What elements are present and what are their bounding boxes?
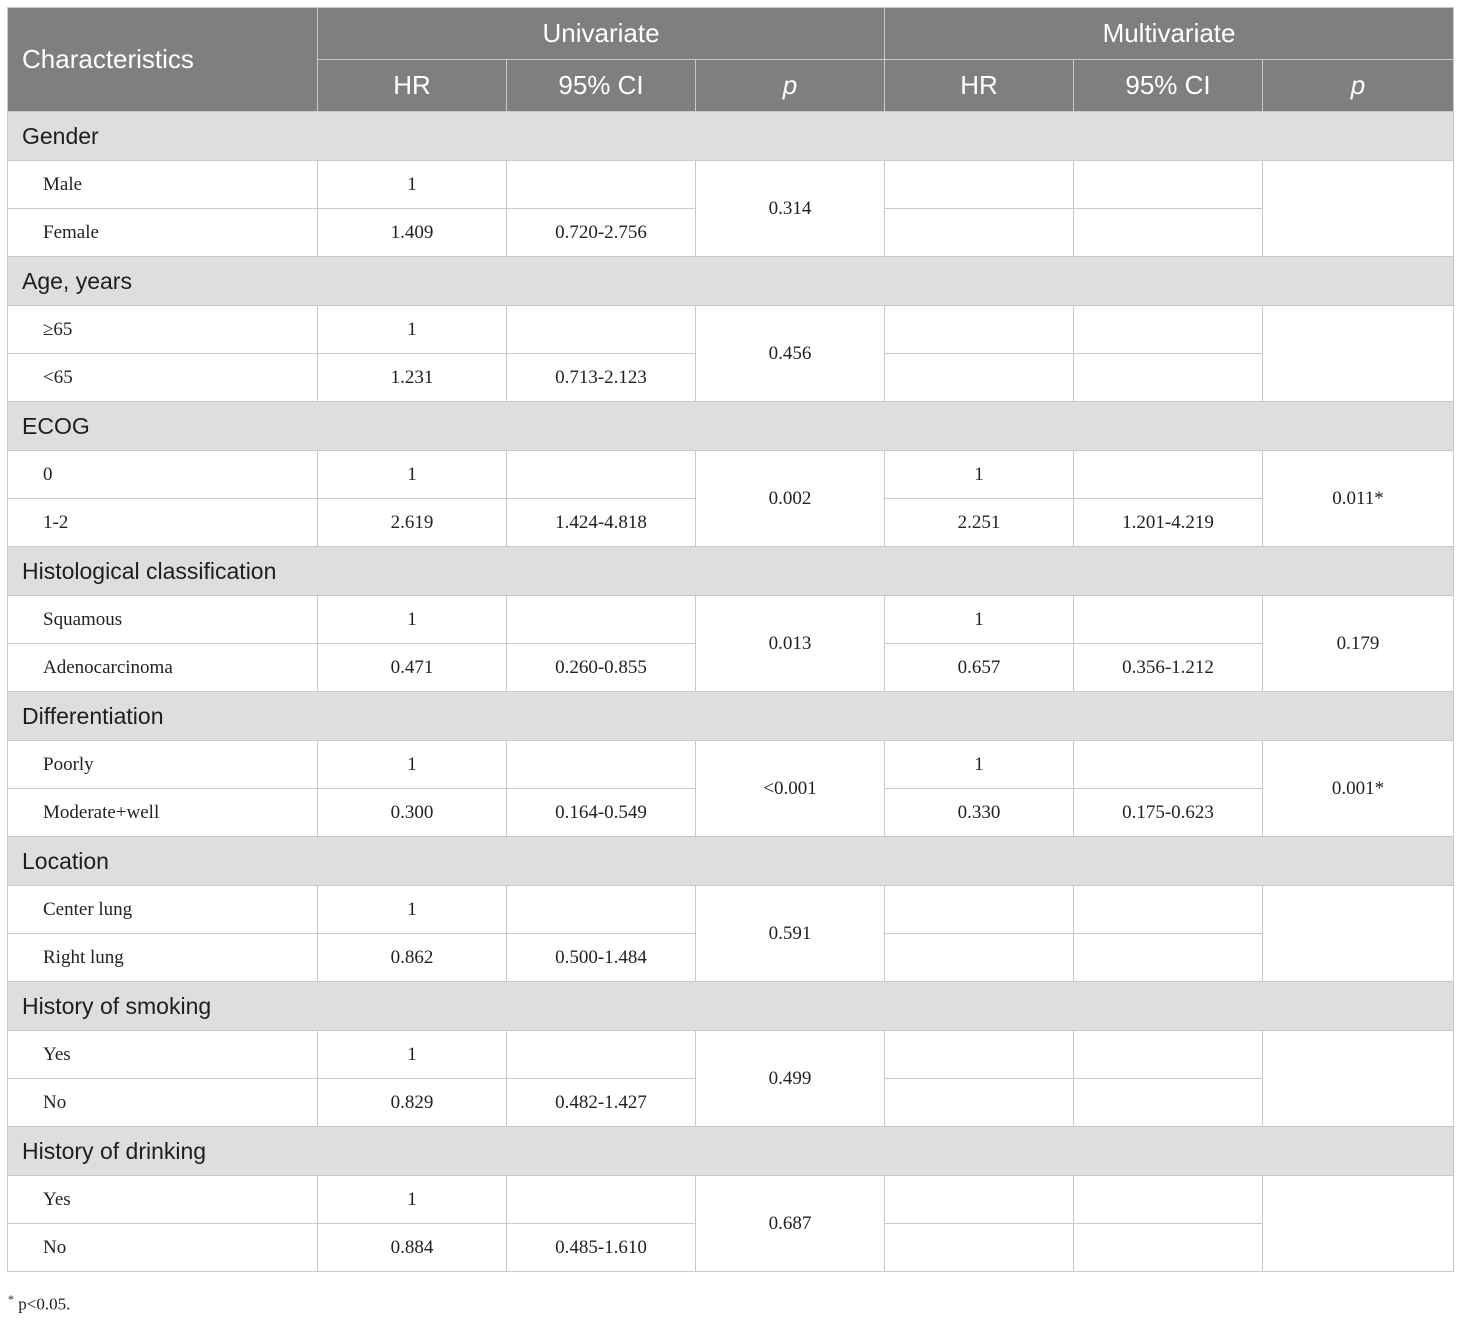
multivariate-ci-cell	[1074, 161, 1263, 209]
table-row	[8, 1031, 1454, 1079]
univariate-hr-cell: 1	[318, 1031, 507, 1079]
multivariate-hr-cell: 0.657	[885, 644, 1074, 692]
multivariate-ci-cell	[1074, 934, 1263, 982]
univariate-ci-cell	[507, 306, 696, 354]
row-label: Adenocarcinoma	[8, 644, 318, 692]
multivariate-p-cell	[1263, 306, 1454, 402]
row-label: ≥65	[8, 306, 318, 354]
multivariate-hr-cell	[885, 1079, 1074, 1127]
group-title: Histological classification	[8, 547, 1454, 596]
univariate-hr-cell: 1	[318, 741, 507, 789]
univariate-hr-cell: 1	[318, 306, 507, 354]
univariate-ci-cell	[507, 1176, 696, 1224]
multivariate-p-header: p	[1263, 60, 1454, 112]
row-label: Male	[8, 161, 318, 209]
table-row	[8, 1176, 1454, 1224]
group-title: Location	[8, 837, 1454, 886]
univariate-p-header: p	[696, 60, 885, 112]
footnote-text: p<0.05.	[14, 1294, 71, 1314]
multivariate-hr-cell	[885, 209, 1074, 257]
multivariate-p-cell	[1263, 886, 1454, 982]
group-row	[8, 982, 1454, 1031]
multivariate-p-cell	[1263, 1031, 1454, 1127]
group-row	[8, 257, 1454, 306]
table-row	[8, 886, 1454, 934]
univariate-p-cell: 0.499	[696, 1031, 885, 1127]
table-row	[8, 306, 1454, 354]
group-row	[8, 837, 1454, 886]
row-label: Yes	[8, 1176, 318, 1224]
multivariate-hr-header: HR	[885, 60, 1074, 112]
univariate-hr-cell: 1.231	[318, 354, 507, 402]
univariate-ci-cell	[507, 596, 696, 644]
multivariate-hr-cell	[885, 306, 1074, 354]
univariate-p-cell: 0.687	[696, 1176, 885, 1272]
univariate-ci-cell: 0.164-0.549	[507, 789, 696, 837]
table-row	[8, 161, 1454, 209]
row-label: Right lung	[8, 934, 318, 982]
multivariate-p-cell: 0.001*	[1263, 741, 1454, 837]
multivariate-hr-cell	[885, 886, 1074, 934]
multivariate-hr-cell	[885, 1224, 1074, 1272]
univariate-ci-cell: 0.500-1.484	[507, 934, 696, 982]
multivariate-hr-cell	[885, 161, 1074, 209]
multivariate-hr-cell	[885, 1031, 1074, 1079]
group-row	[8, 1127, 1454, 1176]
multivariate-hr-cell: 1	[885, 596, 1074, 644]
multivariate-ci-cell	[1074, 451, 1263, 499]
multivariate-hr-cell: 1	[885, 741, 1074, 789]
univariate-ci-cell	[507, 161, 696, 209]
row-label: No	[8, 1079, 318, 1127]
multivariate-hr-cell	[885, 354, 1074, 402]
multivariate-ci-header: 95% CI	[1074, 60, 1263, 112]
univariate-p-cell: 0.013	[696, 596, 885, 692]
univariate-hr-cell: 0.300	[318, 789, 507, 837]
multivariate-ci-cell	[1074, 596, 1263, 644]
univariate-hr-cell: 0.471	[318, 644, 507, 692]
multivariate-ci-cell	[1074, 1079, 1263, 1127]
hazard-ratio-table	[7, 7, 1454, 1272]
univariate-ci-cell	[507, 886, 696, 934]
univariate-hr-cell: 2.619	[318, 499, 507, 547]
multivariate-ci-cell	[1074, 1031, 1263, 1079]
row-label: Squamous	[8, 596, 318, 644]
group-title: ECOG	[8, 402, 1454, 451]
multivariate-ci-cell: 1.201-4.219	[1074, 499, 1263, 547]
univariate-ci-cell	[507, 1031, 696, 1079]
footnote	[8, 1292, 70, 1315]
univariate-ci-header: 95% CI	[507, 60, 696, 112]
univariate-ci-cell: 0.713-2.123	[507, 354, 696, 402]
univariate-hr-cell: 1	[318, 596, 507, 644]
univariate-header: Univariate	[318, 8, 885, 60]
table-row	[8, 741, 1454, 789]
row-label: Female	[8, 209, 318, 257]
univariate-ci-cell: 0.260-0.855	[507, 644, 696, 692]
multivariate-p-cell	[1263, 161, 1454, 257]
multivariate-hr-cell: 0.330	[885, 789, 1074, 837]
multivariate-ci-cell	[1074, 306, 1263, 354]
univariate-p-cell: 0.456	[696, 306, 885, 402]
group-title: History of drinking	[8, 1127, 1454, 1176]
row-label: Yes	[8, 1031, 318, 1079]
group-title: Age, years	[8, 257, 1454, 306]
multivariate-ci-cell	[1074, 1224, 1263, 1272]
univariate-hr-cell: 1.409	[318, 209, 507, 257]
univariate-ci-cell: 0.720-2.756	[507, 209, 696, 257]
univariate-hr-cell: 1	[318, 1176, 507, 1224]
row-label: 1-2	[8, 499, 318, 547]
group-row	[8, 112, 1454, 161]
multivariate-ci-cell: 0.356-1.212	[1074, 644, 1263, 692]
table-header	[8, 8, 1454, 112]
univariate-p-cell: 0.002	[696, 451, 885, 547]
multivariate-p-cell: 0.179	[1263, 596, 1454, 692]
univariate-hr-cell: 0.884	[318, 1224, 507, 1272]
univariate-ci-cell: 1.424-4.818	[507, 499, 696, 547]
row-label: <65	[8, 354, 318, 402]
multivariate-p-cell: 0.011*	[1263, 451, 1454, 547]
footnote-mark: *	[8, 1292, 14, 1306]
row-label: Center lung	[8, 886, 318, 934]
univariate-hr-cell: 1	[318, 886, 507, 934]
univariate-ci-cell	[507, 741, 696, 789]
table-row	[8, 451, 1454, 499]
multivariate-ci-cell	[1074, 354, 1263, 402]
table-body	[8, 112, 1454, 1272]
multivariate-header: Multivariate	[885, 8, 1454, 60]
univariate-hr-header: HR	[318, 60, 507, 112]
univariate-p-cell: 0.314	[696, 161, 885, 257]
row-label: 0	[8, 451, 318, 499]
multivariate-ci-cell	[1074, 886, 1263, 934]
univariate-ci-cell	[507, 451, 696, 499]
row-label: Moderate+well	[8, 789, 318, 837]
univariate-hr-cell: 0.829	[318, 1079, 507, 1127]
group-title: Differentiation	[8, 692, 1454, 741]
multivariate-ci-cell	[1074, 209, 1263, 257]
multivariate-ci-cell	[1074, 1176, 1263, 1224]
multivariate-ci-cell: 0.175-0.623	[1074, 789, 1263, 837]
table-row	[8, 596, 1454, 644]
multivariate-hr-cell: 1	[885, 451, 1074, 499]
multivariate-hr-cell	[885, 934, 1074, 982]
row-label: No	[8, 1224, 318, 1272]
multivariate-hr-cell: 2.251	[885, 499, 1074, 547]
univariate-p-cell: <0.001	[696, 741, 885, 837]
characteristics-header: Characteristics	[8, 8, 318, 112]
univariate-hr-cell: 1	[318, 161, 507, 209]
univariate-hr-cell: 1	[318, 451, 507, 499]
univariate-ci-cell: 0.485-1.610	[507, 1224, 696, 1272]
row-label: Poorly	[8, 741, 318, 789]
multivariate-ci-cell	[1074, 741, 1263, 789]
group-row	[8, 692, 1454, 741]
univariate-hr-cell: 0.862	[318, 934, 507, 982]
group-row	[8, 547, 1454, 596]
group-title: History of smoking	[8, 982, 1454, 1031]
group-row	[8, 402, 1454, 451]
univariate-p-cell: 0.591	[696, 886, 885, 982]
univariate-ci-cell: 0.482-1.427	[507, 1079, 696, 1127]
multivariate-p-cell	[1263, 1176, 1454, 1272]
group-title: Gender	[8, 112, 1454, 161]
multivariate-hr-cell	[885, 1176, 1074, 1224]
